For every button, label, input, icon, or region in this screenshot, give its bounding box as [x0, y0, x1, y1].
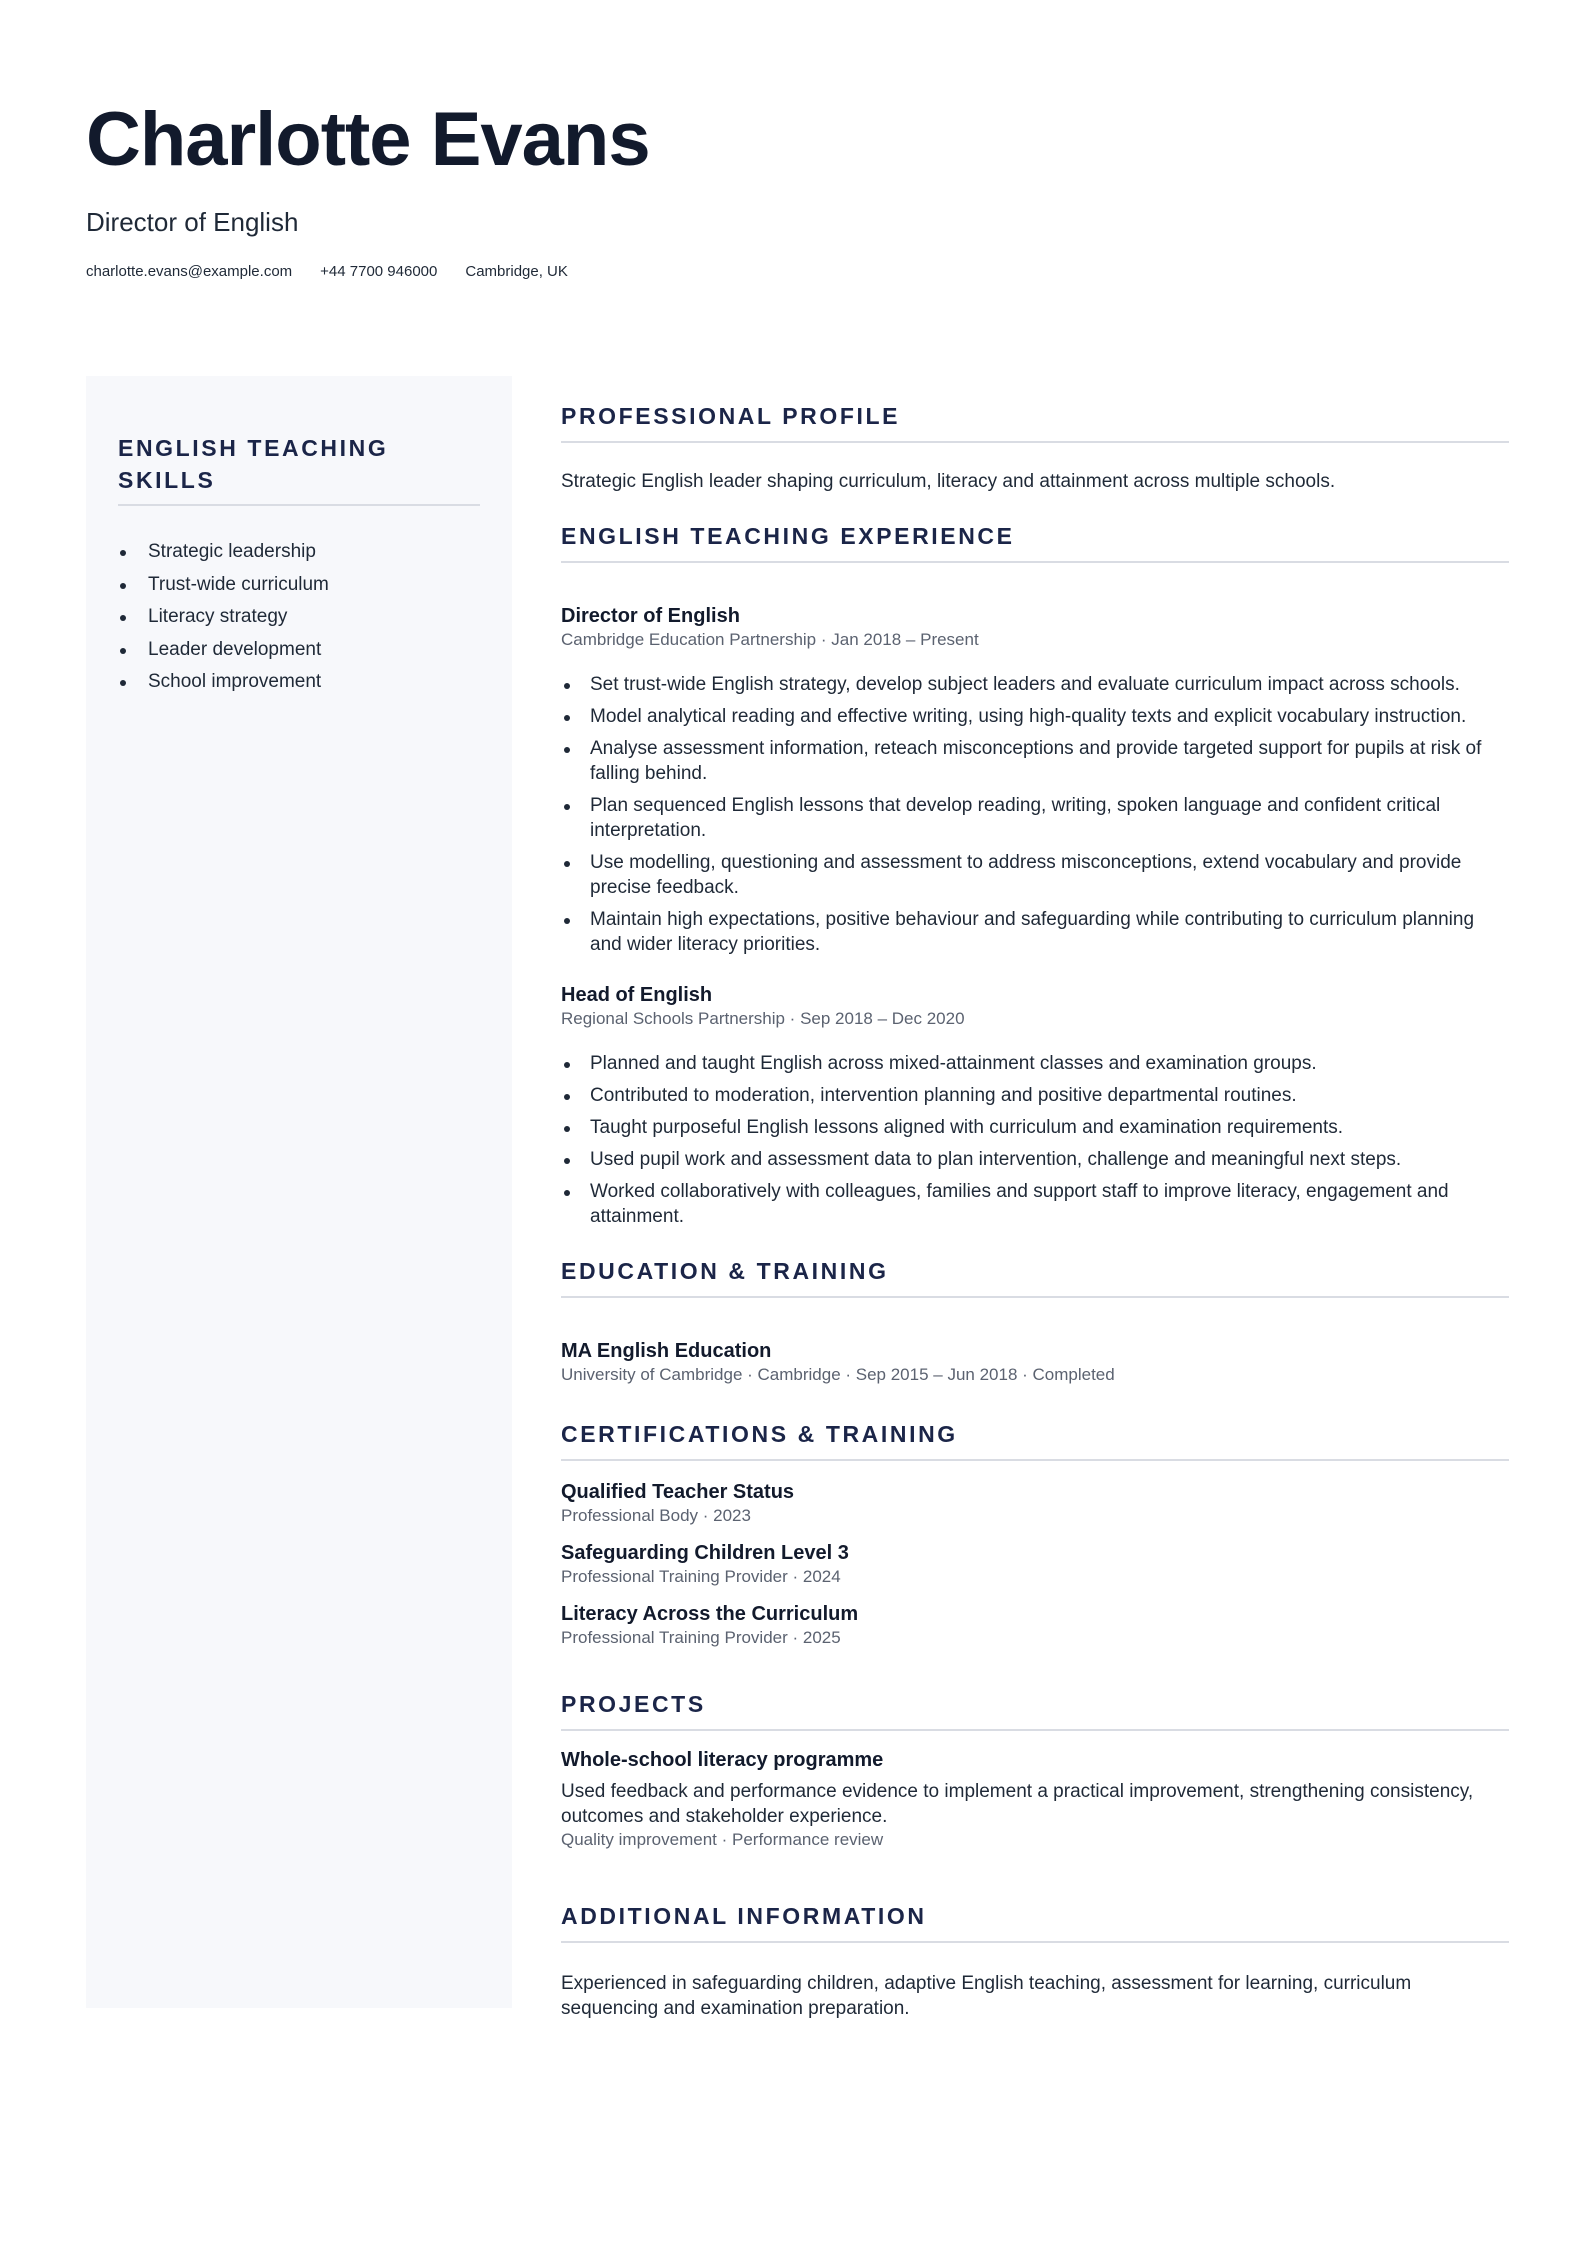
skill-item: Leader development [118, 634, 480, 667]
job-meta: Regional Schools Partnership · Sep 2018 – Dec 2020 [561, 1009, 965, 1028]
certification-name: Literacy Across the Curriculum [561, 1603, 859, 1625]
skills-title: ENGLISH TEACHING SKILLS [118, 432, 480, 506]
job-entry [561, 603, 1509, 957]
contact-location: Cambridge, UK [465, 263, 568, 280]
certification-meta: Professional Training Provider · 2025 [561, 1628, 841, 1647]
education-title: EDUCATION & TRAINING [561, 1255, 1509, 1298]
job-bullet: Taught purposeful English lessons aligned with curriculum and examination requirements. [561, 1115, 1509, 1140]
job-bullet: Used pupil work and assessment data to plan intervention, challenge and meaningful next steps. [561, 1147, 1509, 1172]
experience-title: ENGLISH TEACHING EXPERIENCE [561, 520, 1509, 563]
job-title: Head of English [561, 984, 713, 1006]
job-bullet: Worked collaboratively with colleagues, families and support staff to improve literacy, engagement and attainment. [561, 1179, 1509, 1229]
job-bullet: Planned and taught English across mixed-attainment classes and examination groups. [561, 1051, 1509, 1076]
degree-title: MA English Education [561, 1340, 772, 1362]
certification-item [561, 1479, 1509, 1526]
projects-title: PROJECTS [561, 1688, 1509, 1731]
skill-item: Strategic leadership [118, 536, 480, 569]
job-bullets [561, 1051, 1509, 1229]
main-column [561, 400, 1509, 2021]
job-title: Director of English [561, 605, 740, 627]
job-bullet: Plan sequenced English lessons that develop reading, writing, spoken language and confident critical interpretation. [561, 793, 1509, 843]
additional-title: ADDITIONAL INFORMATION [561, 1900, 1509, 1943]
degree-meta: University of Cambridge · Cambridge · Sep 2015 – Jun 2018 · Completed [561, 1365, 1115, 1384]
experience-section [561, 520, 1509, 1229]
project-meta: Quality improvement · Performance review [561, 1830, 884, 1849]
job-bullet: Maintain high expectations, positive behaviour and safeguarding while contributing to curriculum planning and wider literacy priorities. [561, 907, 1509, 957]
certifications-section [561, 1418, 1509, 1648]
projects-section [561, 1688, 1509, 1850]
project-name: Whole-school literacy programme [561, 1749, 884, 1771]
skills-sidebar [86, 376, 512, 2008]
candidate-role: Director of English [86, 207, 299, 237]
profile-title: PROFESSIONAL PROFILE [561, 400, 1509, 443]
skill-item: Trust-wide curriculum [118, 569, 480, 602]
job-bullet: Use modelling, questioning and assessment to address misconceptions, extend vocabulary and provide precise feedback. [561, 850, 1509, 900]
contact-phone: +44 7700 946000 [320, 263, 438, 280]
profile-section [561, 400, 1509, 494]
project-text: Used feedback and performance evidence to implement a practical improvement, strengthening consistency, outcomes and stakeholder experience. [561, 1781, 1474, 1827]
resume-header [86, 96, 1486, 282]
job-bullets [561, 672, 1509, 957]
skill-item: Literacy strategy [118, 601, 480, 634]
job-bullet: Set trust-wide English strategy, develop subject leaders and evaluate curriculum impact across schools. [561, 672, 1509, 697]
education-section [561, 1255, 1509, 1385]
additional-section [561, 1900, 1509, 2021]
skills-list [118, 536, 480, 699]
candidate-name: Charlotte Evans [86, 97, 650, 182]
skill-item: School improvement [118, 666, 480, 699]
certification-meta: Professional Training Provider · 2024 [561, 1567, 841, 1586]
certification-meta: Professional Body · 2023 [561, 1506, 751, 1525]
job-bullet: Contributed to moderation, intervention planning and positive departmental routines. [561, 1083, 1509, 1108]
job-bullet: Analyse assessment information, reteach misconceptions and provide targeted support for pupils at risk of falling behind. [561, 736, 1509, 786]
profile-text: Strategic English leader shaping curriculum, literacy and attainment across multiple schools. [561, 471, 1336, 492]
certifications-title: CERTIFICATIONS & TRAINING [561, 1418, 1509, 1461]
additional-text: Experienced in safeguarding children, adaptive English teaching, assessment for learning, curriculum sequencing and examination preparation. [561, 1973, 1412, 2019]
job-meta: Cambridge Education Partnership · Jan 2018 – Present [561, 630, 979, 649]
certification-name: Qualified Teacher Status [561, 1481, 795, 1503]
certification-name: Safeguarding Children Level 3 [561, 1542, 849, 1564]
certification-item [561, 1601, 1509, 1648]
contact-email: charlotte.evans@example.com [86, 263, 293, 280]
certification-item [561, 1540, 1509, 1587]
contact-line [86, 262, 1486, 282]
certifications-list [561, 1479, 1509, 1648]
job-entry [561, 982, 1509, 1229]
job-bullet: Model analytical reading and effective writing, using high-quality texts and explicit vocabulary instruction. [561, 704, 1509, 729]
